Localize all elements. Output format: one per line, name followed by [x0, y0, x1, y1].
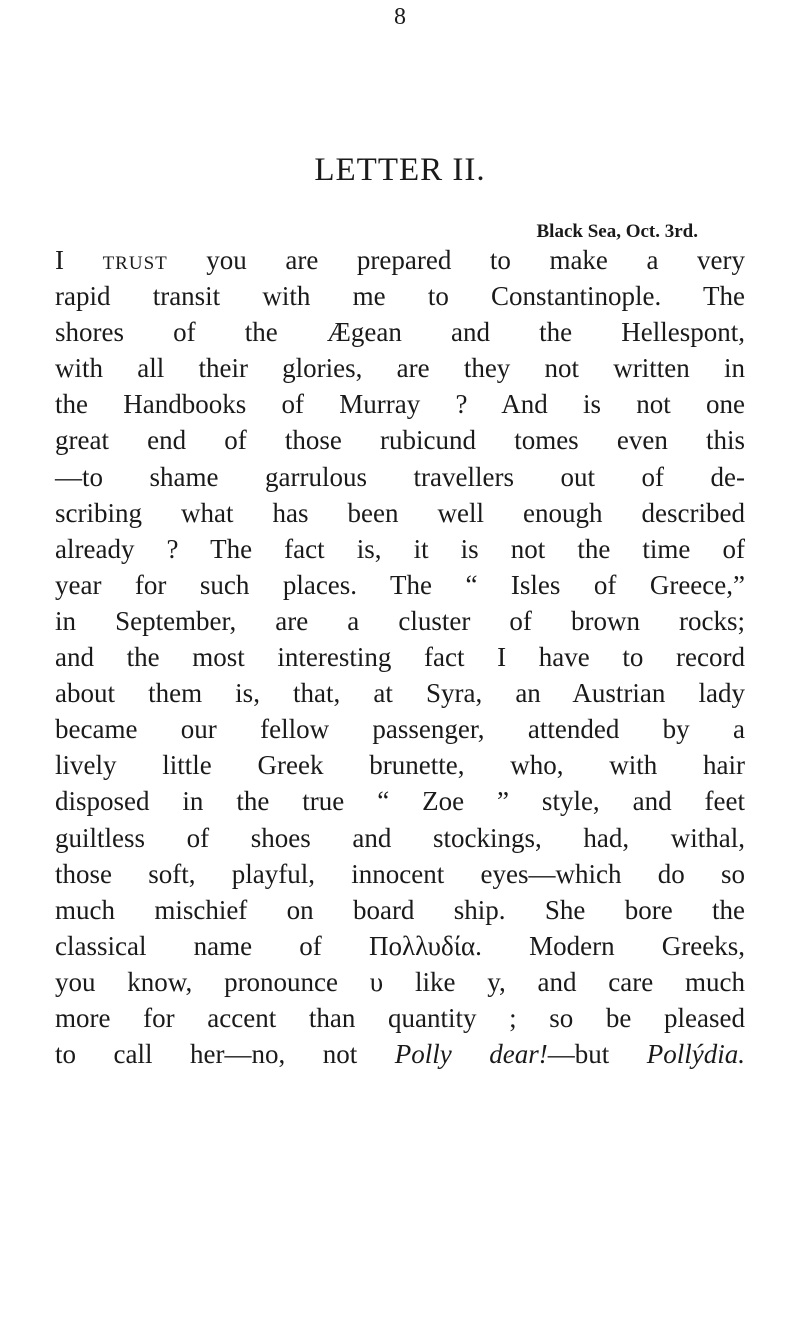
text-line: I trust you are prepared to make a very [55, 245, 745, 275]
text-line: great end of those rubicund tomes even this [55, 425, 745, 456]
text-line: to call her—no, not Polly dear!—but Pollýdia. [55, 1039, 745, 1070]
text-line: already ? The fact is, it is not the time of [55, 533, 745, 564]
text-line: much mischief on board ship. She bore the [55, 894, 745, 925]
dateline: Black Sea, Oct. 3rd. [536, 221, 698, 242]
text-line: and the most interesting fact I have to record [55, 642, 745, 673]
italic-phrase: Pollýdia. [646, 1039, 745, 1070]
text-line: classical name of Πολλυδία. Modern Greeks, [55, 930, 745, 961]
text-line: more for accent than quantity ; so be pleased [55, 1002, 745, 1033]
text-line: those soft, playful, innocent eyes—which do so [55, 858, 745, 889]
text-line: became our fellow passenger, attended by a [55, 714, 745, 745]
text-line: scribing what has been well enough described [55, 497, 745, 528]
letter-body [55, 242, 745, 1072]
text-line: in September, are a cluster of brown rocks; [55, 605, 745, 636]
small-caps-word: trust [102, 245, 168, 275]
text-line: lively little Greek brunette, who, with hair [55, 750, 745, 781]
text-line: the Handbooks of Murray ? And is not one [55, 389, 745, 420]
text-line: year for such places. The “ Isles of Greece,” [55, 569, 745, 600]
text-line: about them is, that, at Syra, an Austrian lady [55, 678, 745, 709]
text-line: rapid transit with me to Constantinople. The [55, 281, 745, 312]
text-line: shores of the Ægean and the Hellespont, [55, 317, 745, 348]
text-line: guiltless of shoes and stockings, had, withal, [55, 822, 745, 853]
text-line: disposed in the true “ Zoe ” style, and feet [55, 786, 745, 817]
letter-title: LETTER II. [314, 152, 486, 188]
text-line: with all their glories, are they not written in [55, 353, 745, 384]
italic-phrase: Polly dear! [394, 1039, 548, 1070]
text-line: —to shame garrulous travellers out of de- [55, 461, 745, 492]
page-number: 8 [394, 4, 406, 30]
text-line: you know, pronounce υ like y, and care much [55, 966, 745, 997]
